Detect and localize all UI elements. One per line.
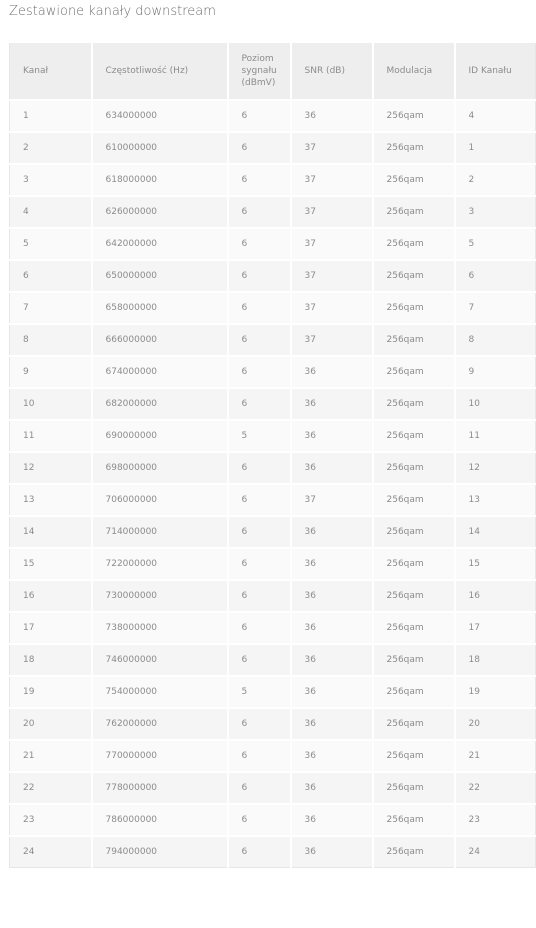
cell-channel: 8 (10, 324, 92, 356)
table-header (10, 42, 536, 100)
cell-frequency: 642000000 (92, 228, 228, 260)
cell-frequency: 770000000 (92, 740, 228, 772)
table-row (10, 292, 536, 324)
table-row (10, 484, 536, 516)
cell-channel-id: 9 (455, 356, 536, 388)
cell-channel-id: 21 (455, 740, 536, 772)
cell-snr: 36 (291, 612, 373, 644)
table-row (10, 516, 536, 548)
cell-channel: 6 (10, 260, 92, 292)
cell-signal-level: 6 (228, 356, 291, 388)
cell-frequency: 722000000 (92, 548, 228, 580)
cell-frequency: 714000000 (92, 516, 228, 548)
cell-modulation: 256qam (373, 804, 455, 836)
cell-modulation: 256qam (373, 548, 455, 580)
table-row (10, 388, 536, 420)
cell-channel: 10 (10, 388, 92, 420)
cell-frequency: 738000000 (92, 612, 228, 644)
cell-frequency: 650000000 (92, 260, 228, 292)
cell-snr: 37 (291, 484, 373, 516)
cell-frequency: 762000000 (92, 708, 228, 740)
table-row (10, 644, 536, 676)
cell-signal-level: 6 (228, 132, 291, 164)
cell-signal-level: 6 (228, 292, 291, 324)
cell-frequency: 618000000 (92, 164, 228, 196)
cell-channel: 9 (10, 356, 92, 388)
cell-channel: 16 (10, 580, 92, 612)
cell-channel-id: 5 (455, 228, 536, 260)
cell-signal-level: 5 (228, 676, 291, 708)
cell-signal-level: 6 (228, 100, 291, 132)
table-row (10, 676, 536, 708)
cell-channel: 14 (10, 516, 92, 548)
table-row (10, 580, 536, 612)
cell-modulation: 256qam (373, 516, 455, 548)
cell-modulation: 256qam (373, 708, 455, 740)
cell-frequency: 746000000 (92, 644, 228, 676)
cell-signal-level: 6 (228, 388, 291, 420)
table-row (10, 228, 536, 260)
table-row (10, 708, 536, 740)
cell-channel-id: 22 (455, 772, 536, 804)
cell-snr: 36 (291, 388, 373, 420)
cell-channel: 2 (10, 132, 92, 164)
column-header-channel: Kanał (10, 42, 92, 100)
cell-snr: 36 (291, 580, 373, 612)
cell-signal-level: 6 (228, 228, 291, 260)
cell-signal-level: 6 (228, 324, 291, 356)
cell-channel-id: 18 (455, 644, 536, 676)
cell-snr: 36 (291, 548, 373, 580)
cell-modulation: 256qam (373, 676, 455, 708)
cell-frequency: 698000000 (92, 452, 228, 484)
table-row (10, 548, 536, 580)
cell-signal-level: 6 (228, 580, 291, 612)
cell-modulation: 256qam (373, 100, 455, 132)
cell-snr: 37 (291, 228, 373, 260)
cell-channel: 24 (10, 836, 92, 868)
cell-modulation: 256qam (373, 644, 455, 676)
cell-channel-id: 16 (455, 580, 536, 612)
cell-channel-id: 1 (455, 132, 536, 164)
downstream-channels-table-container (9, 41, 535, 868)
cell-channel-id: 13 (455, 484, 536, 516)
cell-channel: 7 (10, 292, 92, 324)
cell-channel-id: 12 (455, 452, 536, 484)
cell-modulation: 256qam (373, 388, 455, 420)
cell-channel-id: 17 (455, 612, 536, 644)
cell-frequency: 754000000 (92, 676, 228, 708)
cell-channel: 17 (10, 612, 92, 644)
cell-snr: 36 (291, 100, 373, 132)
cell-signal-level: 6 (228, 612, 291, 644)
table-row (10, 740, 536, 772)
table-row (10, 324, 536, 356)
cell-snr: 36 (291, 516, 373, 548)
cell-modulation: 256qam (373, 324, 455, 356)
cell-modulation: 256qam (373, 292, 455, 324)
downstream-channels-table (9, 41, 536, 868)
cell-channel: 15 (10, 548, 92, 580)
cell-modulation: 256qam (373, 836, 455, 868)
cell-channel: 20 (10, 708, 92, 740)
cell-channel-id: 3 (455, 196, 536, 228)
table-header-row (10, 42, 536, 100)
column-header-signal-level: Poziom sygnału (dBmV) (228, 42, 291, 100)
cell-signal-level: 6 (228, 548, 291, 580)
cell-snr: 36 (291, 676, 373, 708)
table-row (10, 612, 536, 644)
cell-channel-id: 11 (455, 420, 536, 452)
table-row (10, 356, 536, 388)
cell-modulation: 256qam (373, 772, 455, 804)
cell-channel-id: 2 (455, 164, 536, 196)
cell-snr: 36 (291, 356, 373, 388)
cell-signal-level: 6 (228, 164, 291, 196)
cell-channel-id: 6 (455, 260, 536, 292)
table-row (10, 804, 536, 836)
cell-channel-id: 14 (455, 516, 536, 548)
cell-modulation: 256qam (373, 612, 455, 644)
cell-snr: 36 (291, 772, 373, 804)
cell-snr: 37 (291, 164, 373, 196)
cell-signal-level: 6 (228, 836, 291, 868)
table-row (10, 132, 536, 164)
cell-channel-id: 8 (455, 324, 536, 356)
cell-channel: 13 (10, 484, 92, 516)
table-row (10, 452, 536, 484)
table-row (10, 420, 536, 452)
cell-channel: 19 (10, 676, 92, 708)
cell-signal-level: 6 (228, 196, 291, 228)
cell-channel: 1 (10, 100, 92, 132)
cell-channel-id: 24 (455, 836, 536, 868)
cell-frequency: 794000000 (92, 836, 228, 868)
cell-modulation: 256qam (373, 740, 455, 772)
cell-channel-id: 4 (455, 100, 536, 132)
cell-channel-id: 15 (455, 548, 536, 580)
cell-channel: 12 (10, 452, 92, 484)
cell-snr: 37 (291, 292, 373, 324)
cell-channel-id: 23 (455, 804, 536, 836)
cell-signal-level: 6 (228, 452, 291, 484)
cell-signal-level: 6 (228, 740, 291, 772)
cell-frequency: 786000000 (92, 804, 228, 836)
cell-signal-level: 6 (228, 484, 291, 516)
cell-channel-id: 20 (455, 708, 536, 740)
table-row (10, 260, 536, 292)
cell-snr: 36 (291, 644, 373, 676)
page-title: Zestawione kanały downstream (9, 4, 216, 19)
cell-snr: 37 (291, 260, 373, 292)
cell-snr: 36 (291, 452, 373, 484)
table-row (10, 772, 536, 804)
cell-signal-level: 5 (228, 420, 291, 452)
cell-signal-level: 6 (228, 260, 291, 292)
cell-frequency: 674000000 (92, 356, 228, 388)
cell-frequency: 730000000 (92, 580, 228, 612)
cell-snr: 36 (291, 708, 373, 740)
cell-frequency: 690000000 (92, 420, 228, 452)
column-header-snr: SNR (dB) (291, 42, 373, 100)
cell-modulation: 256qam (373, 132, 455, 164)
cell-signal-level: 6 (228, 516, 291, 548)
cell-frequency: 682000000 (92, 388, 228, 420)
table-row (10, 100, 536, 132)
cell-snr: 37 (291, 196, 373, 228)
cell-frequency: 658000000 (92, 292, 228, 324)
cell-modulation: 256qam (373, 260, 455, 292)
cell-signal-level: 6 (228, 804, 291, 836)
cell-snr: 37 (291, 324, 373, 356)
table-body (10, 100, 536, 868)
column-header-channel-id: ID Kanału (455, 42, 536, 100)
cell-channel: 22 (10, 772, 92, 804)
cell-channel: 4 (10, 196, 92, 228)
cell-channel: 18 (10, 644, 92, 676)
column-header-frequency: Częstotliwość (Hz) (92, 42, 228, 100)
cell-modulation: 256qam (373, 228, 455, 260)
cell-channel: 11 (10, 420, 92, 452)
cell-frequency: 634000000 (92, 100, 228, 132)
cell-channel-id: 7 (455, 292, 536, 324)
cell-snr: 36 (291, 740, 373, 772)
table-row (10, 164, 536, 196)
cell-channel: 5 (10, 228, 92, 260)
cell-frequency: 778000000 (92, 772, 228, 804)
table-row (10, 196, 536, 228)
cell-channel-id: 19 (455, 676, 536, 708)
cell-snr: 37 (291, 132, 373, 164)
table-row (10, 836, 536, 868)
cell-channel: 21 (10, 740, 92, 772)
cell-channel: 23 (10, 804, 92, 836)
cell-modulation: 256qam (373, 452, 455, 484)
cell-frequency: 610000000 (92, 132, 228, 164)
cell-frequency: 666000000 (92, 324, 228, 356)
cell-modulation: 256qam (373, 580, 455, 612)
cell-snr: 36 (291, 836, 373, 868)
cell-signal-level: 6 (228, 772, 291, 804)
cell-signal-level: 6 (228, 644, 291, 676)
cell-modulation: 256qam (373, 484, 455, 516)
cell-snr: 36 (291, 420, 373, 452)
cell-modulation: 256qam (373, 420, 455, 452)
cell-channel-id: 10 (455, 388, 536, 420)
cell-channel: 3 (10, 164, 92, 196)
cell-modulation: 256qam (373, 164, 455, 196)
cell-frequency: 706000000 (92, 484, 228, 516)
cell-signal-level: 6 (228, 708, 291, 740)
cell-snr: 36 (291, 804, 373, 836)
cell-modulation: 256qam (373, 356, 455, 388)
cell-modulation: 256qam (373, 196, 455, 228)
cell-frequency: 626000000 (92, 196, 228, 228)
column-header-modulation: Modulacja (373, 42, 455, 100)
